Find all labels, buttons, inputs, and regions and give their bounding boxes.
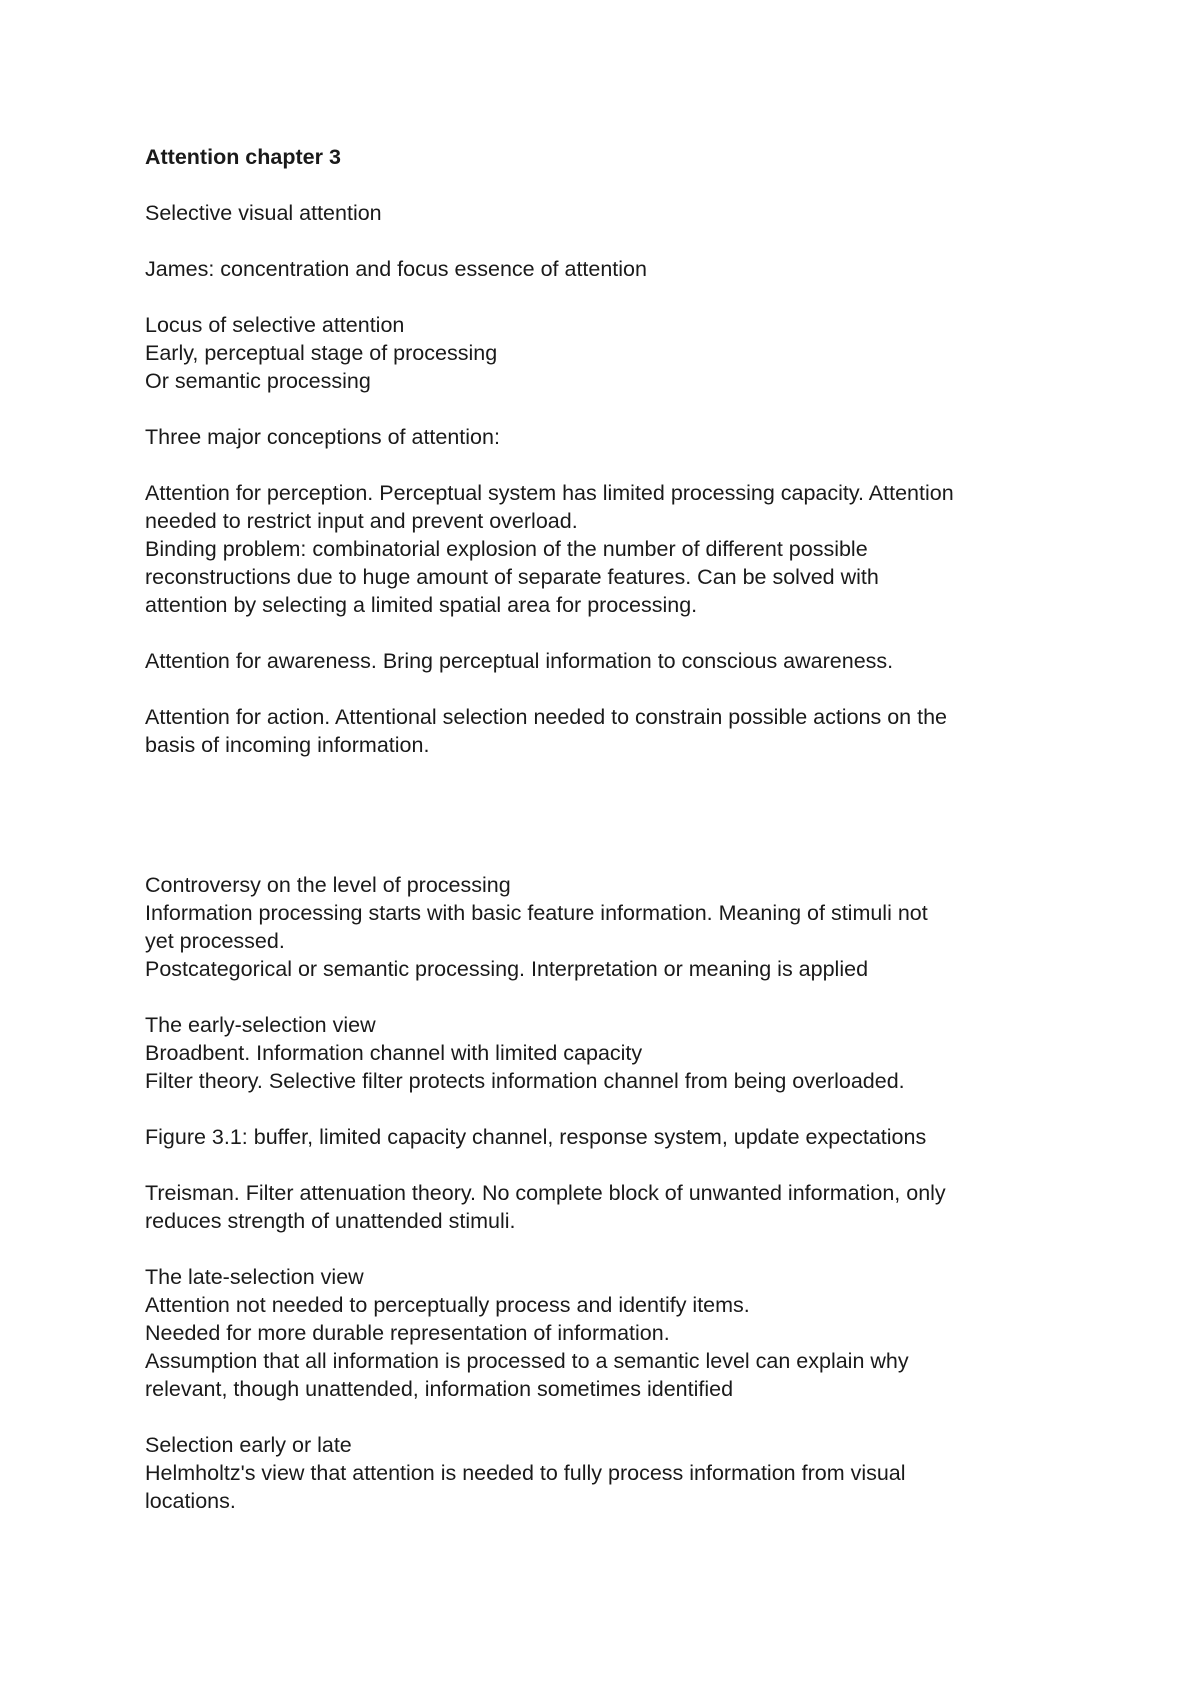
paragraph-line: Assumption that all information is processed to a semantic level can explain why [145, 1349, 909, 1373]
spacer [145, 1095, 1085, 1123]
paragraph-line: Binding problem: combinatorial explosion of the number of different possible [145, 537, 868, 561]
paragraph-line: Attention for perception. Perceptual system has limited processing capacity. Attention [145, 481, 954, 505]
paragraph-line: Locus of selective attention [145, 313, 405, 337]
paragraph-line: Selection early or late [145, 1433, 352, 1457]
paragraph-line: The early-selection view [145, 1013, 376, 1037]
spacer [145, 1403, 1085, 1431]
document-title: Attention chapter 3 [145, 145, 341, 169]
paragraph-line: Helmholtz's view that attention is needed to fully process information from visual [145, 1461, 906, 1485]
spacer [145, 619, 1085, 647]
spacer [145, 171, 1085, 199]
paragraph-line: Attention for awareness. Bring perceptual information to conscious awareness. [145, 649, 894, 673]
paragraph-line: Needed for more durable representation of information. [145, 1321, 670, 1345]
spacer [145, 983, 1085, 1011]
spacer [145, 1151, 1085, 1179]
paragraph-line: Attention for action. Attentional selection needed to constrain possible actions on the [145, 705, 947, 729]
paragraph-line: Figure 3.1: buffer, limited capacity channel, response system, update expectations [145, 1125, 927, 1149]
spacer [145, 675, 1085, 703]
paragraph-line: The late-selection view [145, 1265, 364, 1289]
spacer [145, 759, 1085, 815]
spacer [145, 451, 1085, 479]
document-page [145, 143, 1085, 1515]
paragraph-line: Controversy on the level of processing [145, 873, 511, 897]
paragraph-line: Filter theory. Selective filter protects information channel from being overloaded. [145, 1069, 905, 1093]
spacer [145, 227, 1085, 255]
paragraph-line: basis of incoming information. [145, 733, 430, 757]
paragraph-line: yet processed. [145, 929, 285, 953]
paragraph-line: Information processing starts with basic feature information. Meaning of stimuli not [145, 901, 928, 925]
paragraph-line: Early, perceptual stage of processing [145, 341, 498, 365]
spacer [145, 843, 1085, 871]
paragraph-line: relevant, though unattended, information sometimes identified [145, 1377, 734, 1401]
paragraph-line: attention by selecting a limited spatial area for processing. [145, 593, 698, 617]
paragraph-line: Broadbent. Information channel with limited capacity [145, 1041, 643, 1065]
spacer [145, 1235, 1085, 1263]
paragraph-line: needed to restrict input and prevent overload. [145, 509, 578, 533]
paragraph-line: Selective visual attention [145, 201, 382, 225]
section-heading [145, 815, 1085, 843]
paragraph-line: James: concentration and focus essence of attention [145, 257, 647, 281]
paragraph-line: Treisman. Filter attenuation theory. No complete block of unwanted information, only [145, 1181, 946, 1205]
paragraph-line: Three major conceptions of attention: [145, 425, 500, 449]
paragraph-line: Attention not needed to perceptually process and identify items. [145, 1293, 750, 1317]
paragraph-line: Postcategorical or semantic processing. Interpretation or meaning is applied [145, 957, 869, 981]
paragraph-line: reduces strength of unattended stimuli. [145, 1209, 516, 1233]
spacer [145, 283, 1085, 311]
paragraph-line: locations. [145, 1489, 236, 1513]
spacer [145, 395, 1085, 423]
paragraph-line: Or semantic processing [145, 369, 371, 393]
paragraph-line: reconstructions due to huge amount of separate features. Can be solved with [145, 565, 879, 589]
